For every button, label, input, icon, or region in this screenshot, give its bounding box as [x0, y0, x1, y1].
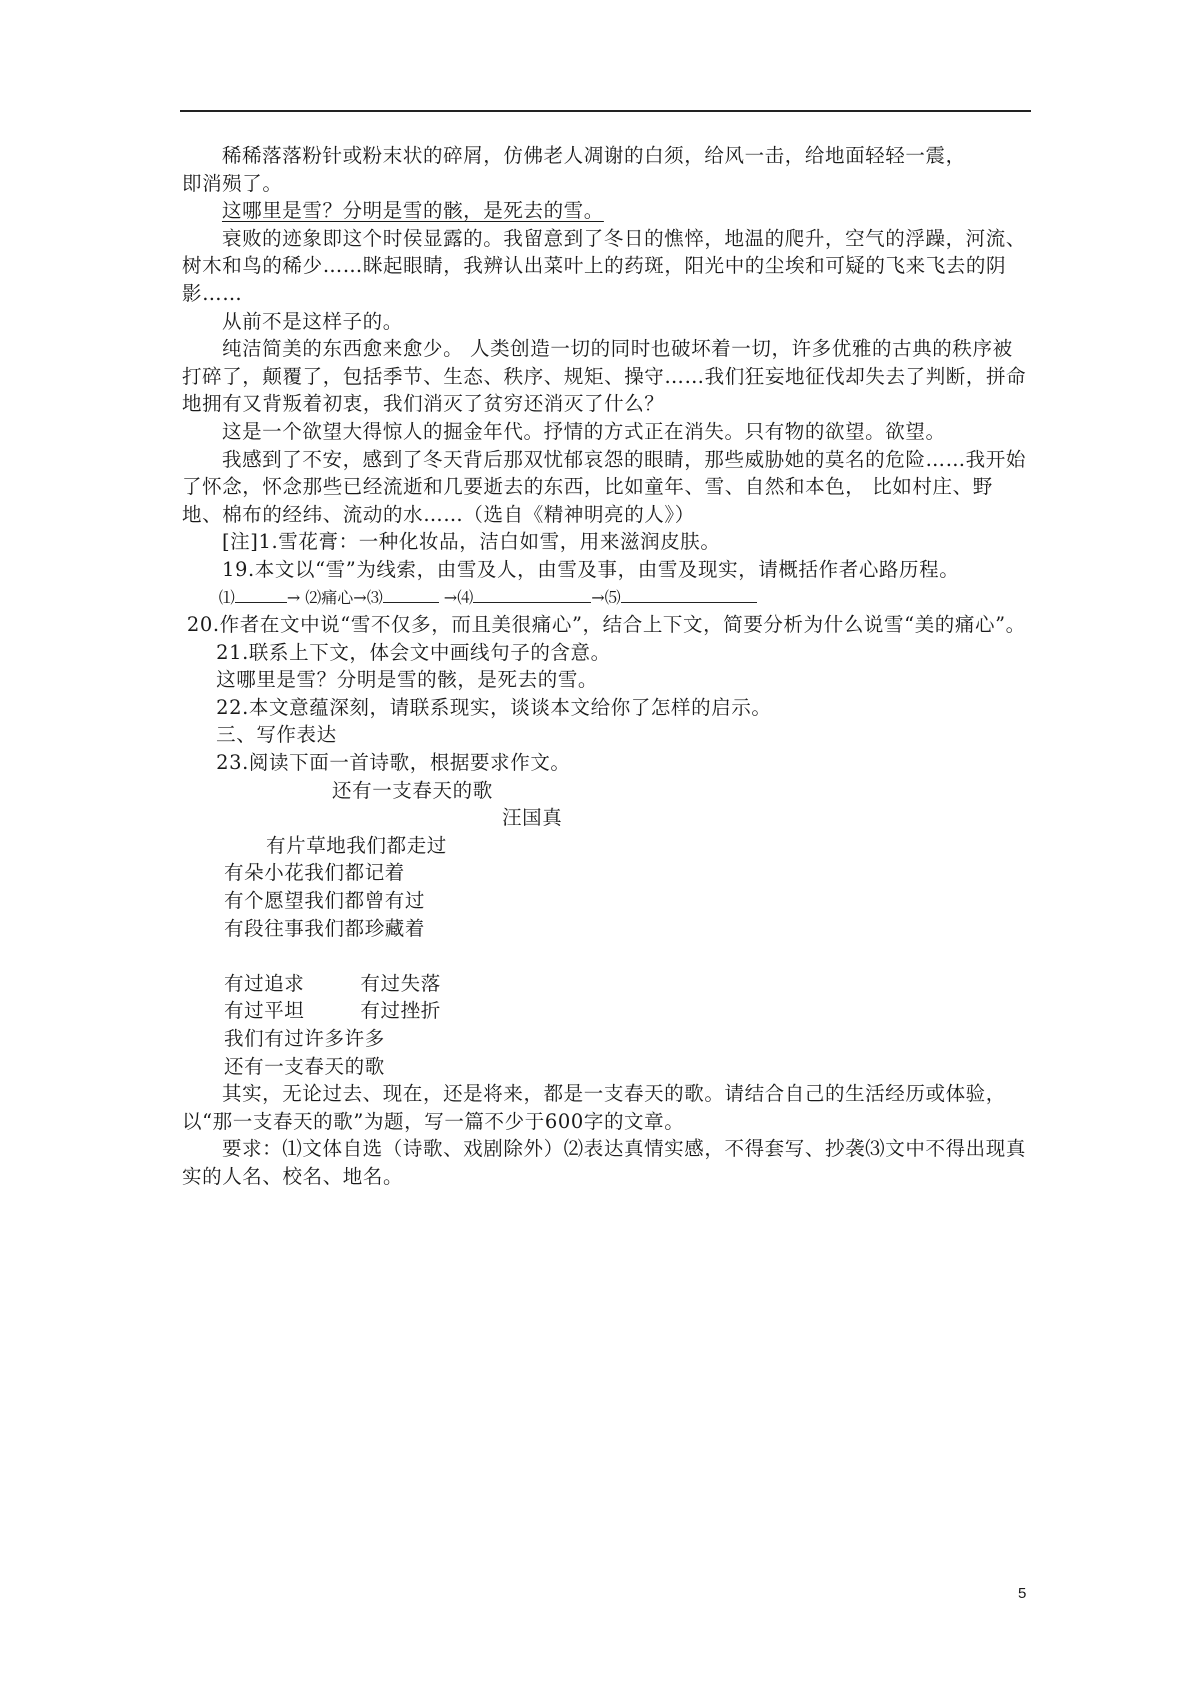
paragraph-1-line-1: 稀稀落落粉针或粉末状的碎屑，仿佛老人凋谢的白须，给风一击，给地面轻轻一震， [221, 144, 966, 167]
poem-author: 汪国真 [502, 806, 563, 830]
footnote: [注]1.雪花膏：一种化妆品，洁白如雪，用来滋润皮肤。 [221, 530, 721, 554]
poem-phrase: 有过平坦 [224, 999, 305, 1023]
poem-line: 有段往事我们都珍藏着 [224, 916, 426, 940]
underlined-sentence: 这哪里是雪？分明是雪的骸，是死去的雪。 [221, 199, 604, 223]
paragraph-6: 这是一个欲望大得惊人的掘金年代。抒情的方式正在消失。只有物的欲望。欲望。 [221, 419, 946, 443]
question-21-quote: 这哪里是雪？分明是雪的骸，是死去的雪。 [216, 668, 599, 692]
poem-line: 有个愿望我们都曾有过 [224, 889, 426, 913]
question-20: 20.作者在文中说“雪不仅多，而且美很痛心”，结合上下文，简要分析为什么说雪“美的痛心”。 [186, 613, 1026, 637]
section-3-heading: 三、写作表达 [216, 723, 337, 747]
poem-line [182, 970, 1030, 998]
paragraph-3: 衰败的迹象即这个时侯显露的。我留意到了冬日的憔悴，地温的爬升，空气的浮躁，河流、树木和鸟的稀少……眯起眼睛，我辨认出菜叶上的药斑，阳光中的尘埃和可疑的飞来飞去的阴影…… [182, 226, 1026, 305]
paragraph-5: 纯洁简美的东西愈来愈少。 人类创造一切的同时也破坏着一切，许多优雅的古典的秩序被打碎了，颠覆了，包括季节、生态、秩序、规矩、操守……我们狂妄地征伐却失去了判断，拼命地拥有又背叛着初衷，我们消灭了贫穷还消灭了什么？ [182, 337, 1027, 416]
question-19-flow [182, 584, 1030, 612]
writing-requirements: 要求：⑴文体自选（诗歌、戏剧除外）⑵表达真情实感，不得套写、抄袭⑶文中不得出现真实的人名、校名、地名。 [182, 1137, 1026, 1188]
answer-blank-1[interactable] [235, 584, 287, 603]
page-number: 5 [1018, 1585, 1027, 1602]
paragraph-7: 我感到了不安，感到了冬天背后那双忧郁哀怨的眼睛，那些威胁她的莫名的危险……我开始了怀念，怀念那些已经流逝和几要逝去的东西，比如童年、雪、自然和本色， 比如村庄、野地、棉布的经纬、流动的水……（选自《精神明亮的人》） [182, 447, 1026, 526]
flow-step-1: ⑴ [218, 587, 235, 607]
question-19: 19.本文以“雪”为线索，由雪及人，由雪及事，由雪及现实，请概括作者心路历程。 [221, 557, 960, 581]
poem-line: 有片草地我们都走过 [266, 833, 447, 857]
poem-phrase: 有过追求 [224, 971, 305, 995]
stanza-gap [182, 942, 1030, 970]
paragraph-4: 从前不是这样子的。 [221, 309, 403, 333]
question-23: 23.阅读下面一首诗歌，根据要求作文。 [216, 751, 571, 775]
flow-step-2-3: → ⑵痛心→⑶ [286, 587, 383, 607]
question-21: 21.联系上下文，体会文中画线句子的含意。 [216, 640, 611, 664]
writing-prompt: 其实，无论过去、现在，还是将来，都是一支春天的歌。请结合自己的生活经历或体验，以“那一支春天的歌”为题，写一篇不少于600字的文章。 [182, 1082, 1006, 1133]
poem-phrase: 有过失落 [360, 971, 441, 995]
poem-line: 有朵小花我们都记着 [224, 861, 405, 885]
poem-phrase: 有过挫折 [360, 999, 441, 1023]
poem-title: 还有一支春天的歌 [332, 778, 493, 802]
question-22: 22.本文意蕴深刻，请联系现实，谈谈本文给你了怎样的启示。 [216, 695, 772, 719]
document-body [182, 142, 1030, 1191]
poem-line: 我们有过许多许多 [224, 1027, 385, 1050]
answer-blank-3[interactable] [383, 584, 439, 603]
answer-blank-5[interactable] [621, 584, 757, 603]
header-rule [180, 110, 1031, 112]
poem-line [182, 997, 1030, 1025]
paragraph-1-line-2: 即消殒了。 [182, 171, 283, 195]
flow-step-4: →⑷ [438, 587, 474, 607]
poem-line: 还有一支春天的歌 [224, 1054, 385, 1078]
answer-blank-4[interactable] [473, 584, 591, 603]
flow-step-5: →⑸ [591, 587, 621, 607]
